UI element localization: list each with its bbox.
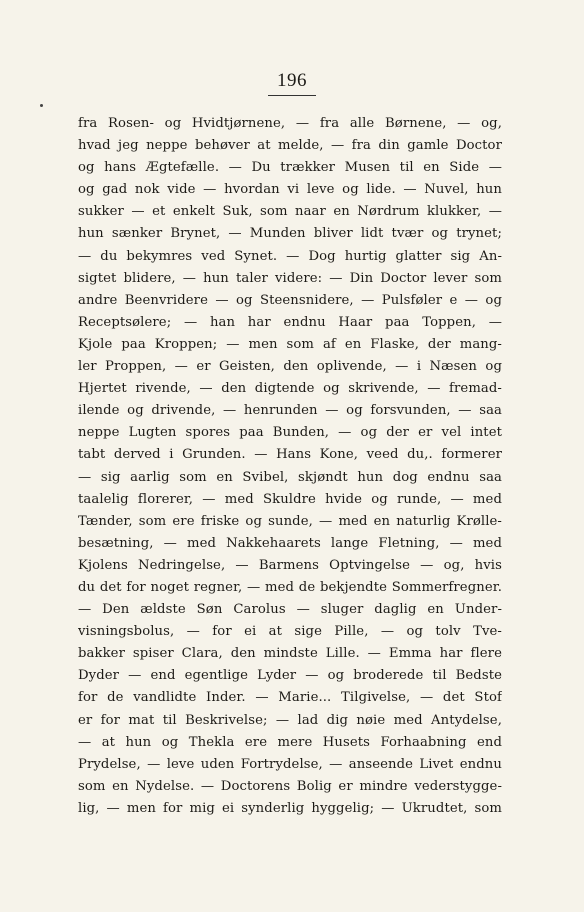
text-line: visningsbolus, — for ei at sige Pille, — og tolv Tve-: [78, 624, 502, 640]
text-line: og gad nok vide — hvordan vi leve og lide. — Nuvel, hun: [78, 182, 502, 198]
text-line: du det for noget regner, — med de bekjendte Sommerfregner.: [78, 579, 502, 595]
text-line: Kjolens Nedringelse, — Barmens Optvingelse — og, hvis: [78, 557, 502, 573]
text-line: — du bekymres ved Synet. — Dog hurtig glatter sig An-: [78, 248, 502, 264]
text-line: for de vandlidte Inder. — Marie... Tilgivelse, — det Stof: [78, 690, 502, 706]
text-line: — at hun og Thekla ere mere Husets Forhaabning end: [78, 734, 502, 750]
text-line: Kjole paa Kroppen; — men som af en Flaske, der mang-: [78, 336, 502, 352]
text-line: ilende og drivende, — henrunden — og forsvunden, — saa: [78, 403, 502, 419]
text-line: sigtet blidere, — hun taler videre: — Din Doctor lever som: [78, 270, 502, 286]
text-line: Prydelse, — leve uden Fortrydelse, — anseende Livet endnu: [78, 756, 502, 772]
text-line: som en Nydelse. — Doctorens Bolig er mindre vederstygge-: [78, 778, 502, 794]
page-number: 196: [277, 70, 307, 91]
text-line: andre Beenvridere — og Steensnidere, — Pulsføler e — og: [78, 292, 502, 308]
body-text: [78, 113, 502, 820]
text-line: lig, — men for mig ei synderlig hyggelig; — Ukrudtet, som: [78, 800, 502, 816]
text-line: neppe Lugten spores paa Bunden, — og der er vel intet: [78, 425, 502, 441]
text-line: ler Proppen, — er Geisten, den oplivende, — i Næsen og: [78, 359, 502, 375]
text-line: sukker — et enkelt Suk, som naar en Nørdrum klukker, —: [78, 204, 502, 220]
text-line: hun sænker Brynet, — Munden bliver lidt tvær og trynet;: [78, 226, 502, 242]
text-line: er for mat til Beskrivelse; — lad dig nøie med Antydelse,: [78, 712, 502, 728]
page-number-underline: [268, 95, 316, 96]
text-line: — Den ældste Søn Carolus — sluger daglig en Under-: [78, 602, 502, 618]
text-line: — sig aarlig som en Svibel, skjøndt hun dog endnu saa: [78, 469, 502, 485]
text-line: hvad jeg neppe behøver at melde, — fra din gamle Doctor: [78, 138, 502, 154]
text-line: bakker spiser Clara, den mindste Lille. — Emma har flere: [78, 646, 502, 662]
text-line: taalelig florerer, — med Skuldre hvide og runde, — med: [78, 491, 502, 507]
text-line: Hjertet rivende, — den digtende og skrivende, — fremad-: [78, 381, 502, 397]
text-line: Tænder, som ere friske og sunde, — med en naturlig Krølle-: [78, 513, 502, 529]
text-line: Dyder — end egentlige Lyder — og broderede til Bedste: [78, 668, 502, 684]
text-line: og hans Ægtefælle. — Du trækker Musen til en Side —: [78, 160, 502, 176]
text-line: fra Rosen- og Hvidtjørnene, — fra alle Børnene, — og,: [78, 116, 502, 131]
text-line: besætning, — med Nakkehaarets lange Fletning, — med: [78, 535, 502, 551]
text-line: Receptsølere; — han har endnu Haar paa Toppen, —: [78, 314, 502, 330]
ink-speck: [40, 104, 43, 107]
text-line: tabt derved i Grunden. — Hans Kone, veed du,. formerer: [78, 447, 502, 463]
